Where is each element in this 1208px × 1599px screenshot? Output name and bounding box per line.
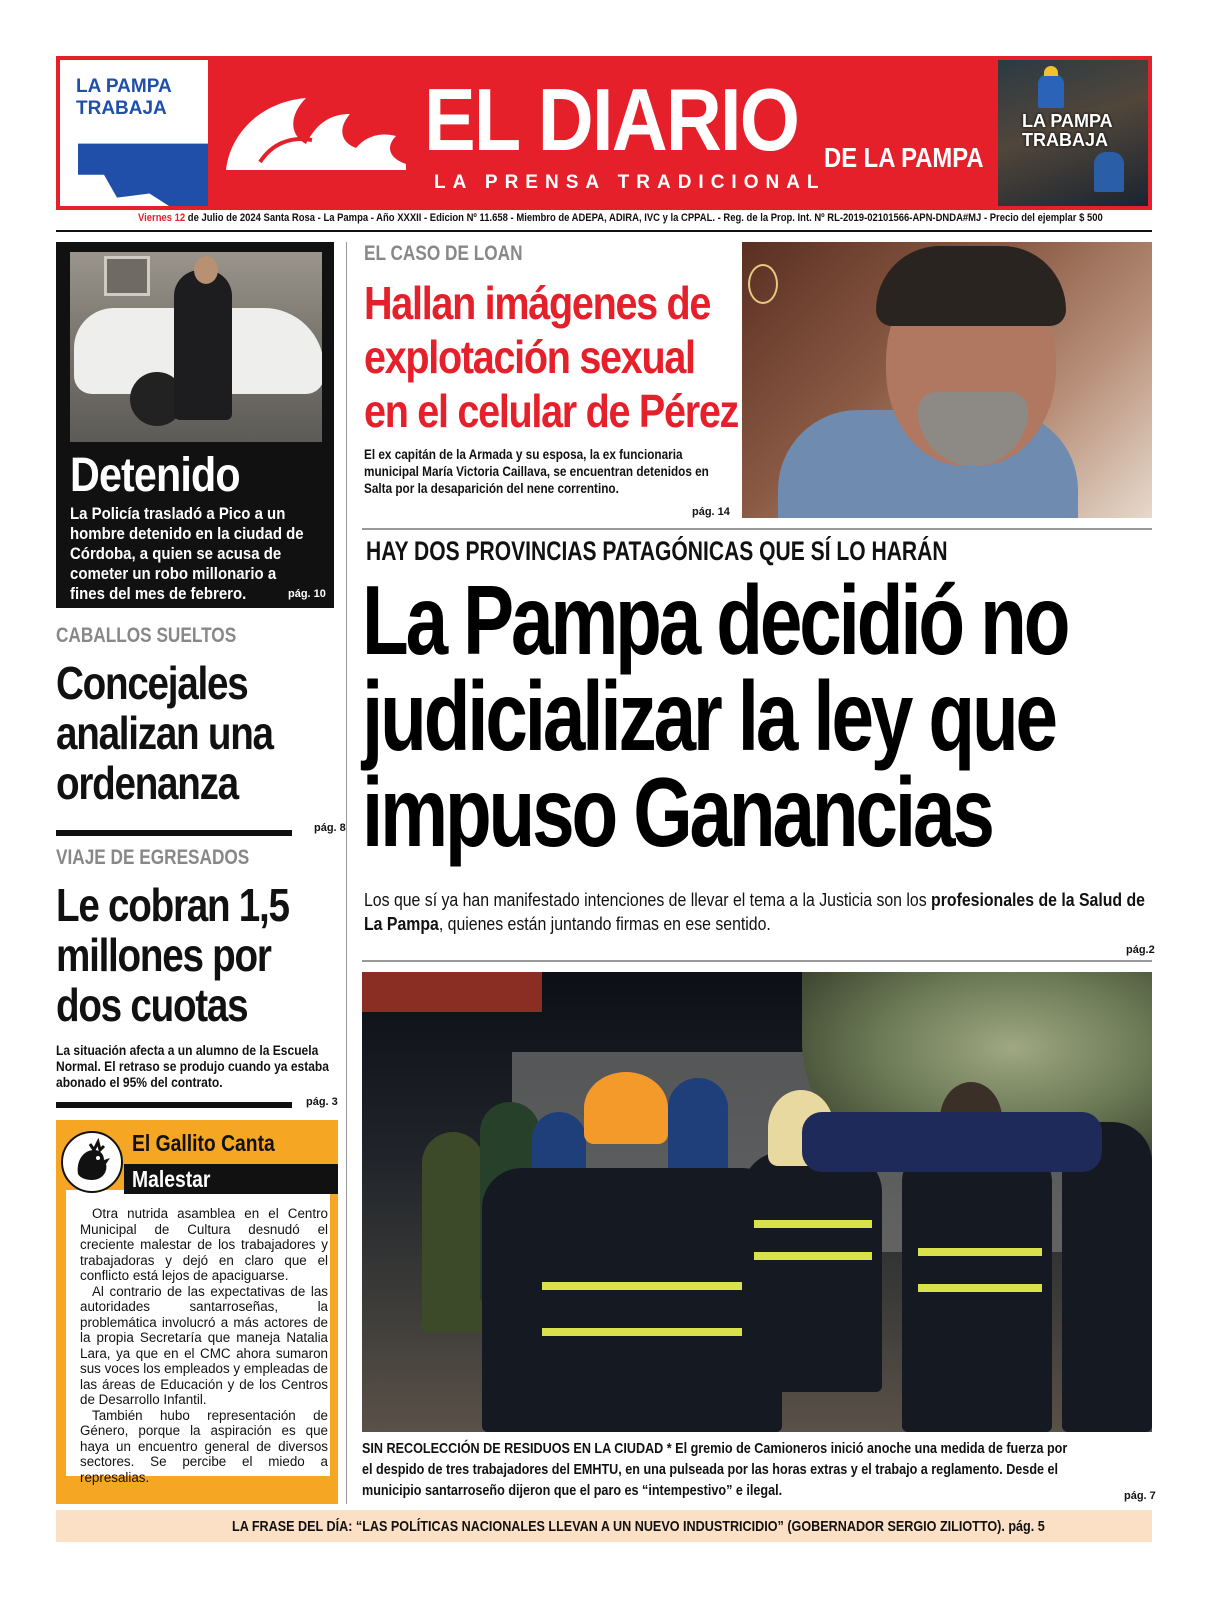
- helmet-icon: [1044, 66, 1058, 76]
- rooster-icon: [60, 1130, 124, 1194]
- window: [104, 256, 150, 296]
- concejales-page-ref: pág. 8: [314, 822, 346, 834]
- detained-man: [174, 270, 232, 420]
- frase-del-dia[interactable]: LA FRASE DEL DÍA: “LAS POLÍTICAS NACIONALES LLEVAN A UN NUEVO INDUSTRICIDIO” (GOBERNADOR SERGIO ZILIOTTO). pág. 5: [232, 1518, 1045, 1535]
- cobran-headline[interactable]: Le cobran 1,5 millones por dos cuotas: [56, 879, 289, 1031]
- divider: [362, 960, 1152, 962]
- dateline: [138, 212, 1103, 224]
- reflective-stripe: [918, 1284, 1042, 1292]
- photo-caption-text: * El gremio de Camioneros inició anoche una medida de fuerza por el despido de tres trabajadores del EMHTU, en una pulseada por las horas extras y el trabajo a reglamento. Desde el municipio santarroseño dijeron que el paro es “intempestivo” e ilegal.: [362, 1440, 1068, 1499]
- worker-figure: [1094, 152, 1124, 192]
- gallito-paragraph: Al contrario de las expectativas de las autoridades santarroseñas, la problemática involucró a más actores de la propia Secretaría que maneja Natalia Lara, ya que en el CMC ahora sumaron sus voces los empleados y empleadas de las áreas de Educación y de los Centros de Desarrollo Infantil.: [80, 1283, 328, 1407]
- seated-workers: [802, 1112, 1102, 1172]
- divider: [56, 230, 1152, 232]
- newspaper-tagline: LA PRENSA TRADICIONAL: [434, 172, 826, 193]
- reflective-stripe: [754, 1220, 872, 1228]
- gallito-paragraph: También hubo representación de Género, porque la aspiración es que haya un encuentro general de diversos sectores. Se percibe el miedo a represalias.: [80, 1407, 328, 1485]
- dateline-day: Viernes 12: [138, 212, 188, 224]
- divider: [362, 528, 1152, 530]
- detenido-summary: La Policía trasladó a Pico a un hombre detenido en la ciudad de Córdoba, a quien se acusa de cometer un robo millonario a fines del mes de febrero.: [70, 504, 304, 603]
- newspaper-subtitle: DE LA PAMPA: [824, 142, 984, 173]
- main-summary: Los que sí ya han manifestado intenciones de llevar el tema a la Justicia son los profesionales de la Salud de La Pampa, quienes están juntando firmas en ese sentido.: [364, 890, 1145, 934]
- main-summary-highlight: profesionales de la Salud de La Pampa: [364, 890, 1145, 934]
- newspaper-title[interactable]: EL DIARIO: [424, 70, 799, 169]
- canopy: [362, 972, 542, 1012]
- column-divider: [346, 242, 347, 1504]
- gallito-body: [80, 1206, 328, 1485]
- photo-caption: [362, 1438, 1068, 1501]
- gallito-title: El Gallito Canta: [132, 1130, 275, 1156]
- promo-left-line-2: TRABAJA: [76, 98, 167, 119]
- gallito-paragraph: Otra nutrida asamblea en el Centro Municipal de Cultura desnudó el creciente malestar de los trabajadores y trabajadoras y dejó en claro que el conflicto está lejos de apaciguarse.: [80, 1206, 328, 1283]
- loan-kicker: EL CASO DE LOAN: [364, 242, 523, 265]
- main-headline[interactable]: La Pampa decidió no judicializar la ley que impuso Ganancias: [362, 565, 1068, 867]
- head: [194, 256, 218, 284]
- workers-assembly-photo[interactable]: [362, 972, 1152, 1432]
- reflective-stripe: [542, 1282, 762, 1290]
- worker-figure: [1038, 74, 1064, 108]
- worker-figure: [422, 1132, 484, 1332]
- detenido-headline[interactable]: Detenido: [70, 449, 240, 502]
- concejales-headline[interactable]: Concejales analizan una ordenanza: [56, 657, 273, 809]
- promo-right-label: LA PAMPA TRABAJA: [1022, 111, 1113, 150]
- loan-headline[interactable]: Hallan imágenes de explotación sexual en el celular de Pérez: [364, 277, 739, 437]
- loan-page-ref: pág. 14: [692, 506, 730, 518]
- la-pampa-trabaja-promo-right[interactable]: [998, 60, 1148, 206]
- worker-figure: [482, 1168, 782, 1432]
- divider: [56, 830, 292, 836]
- cap-icon: [584, 1072, 668, 1144]
- worker-figure: [742, 1152, 882, 1392]
- cobran-page-ref: pág. 3: [306, 1096, 338, 1108]
- la-pampa-trabaja-promo-left[interactable]: [60, 60, 208, 206]
- detenido-page-ref: pág. 10: [288, 588, 326, 600]
- reflective-stripe: [918, 1248, 1042, 1256]
- perez-portrait-photo[interactable]: [742, 242, 1152, 518]
- promo-left-line-1: LA PAMPA: [76, 76, 172, 97]
- main-page-ref: pág.2: [1126, 944, 1155, 956]
- photo-page-ref: pág. 7: [1124, 1490, 1156, 1502]
- reflective-stripe: [754, 1252, 872, 1260]
- gallito-subtitle: Malestar: [132, 1166, 211, 1192]
- loan-summary: El ex capitán de la Armada y su esposa, la ex funcionaria municipal María Victoria Caillava, se encuentran detenidos en Salta por la desaparición del nene correntino.: [364, 446, 709, 496]
- sun-logo-icon: [220, 84, 410, 172]
- chandelier: [748, 264, 778, 304]
- photo-caption-kicker: SIN RECOLECCIÓN DE RESIDUOS EN LA CIUDAD: [362, 1440, 664, 1457]
- dateline-details: de Julio de 2024 Santa Rosa - La Pampa - Año XXXII - Edicion Nº 11.658 - Miembro de ADEPA, ADIRA, IVC y la CPPAL. - Reg. de la Prop. Int. Nº RL-2019-02101566-APN-DNDA#MJ - Precio del ejemplar $ 500: [187, 212, 1103, 224]
- divider: [56, 1102, 292, 1108]
- main-kicker: HAY DOS PROVINCIAS PATAGÓNICAS QUE SÍ LO HARÁN: [366, 536, 948, 566]
- hair: [876, 246, 1066, 326]
- detenido-photo[interactable]: [70, 252, 322, 442]
- cobran-kicker: VIAJE DE EGRESADOS: [56, 846, 250, 869]
- cobran-summary: La situación afecta a un alumno de la Escuela Normal. El retraso se produjo cuando ya estaba abonado el 95% del contrato.: [56, 1042, 329, 1090]
- reflective-stripe: [542, 1328, 762, 1336]
- concejales-kicker: CABALLOS SUELTOS: [56, 624, 237, 647]
